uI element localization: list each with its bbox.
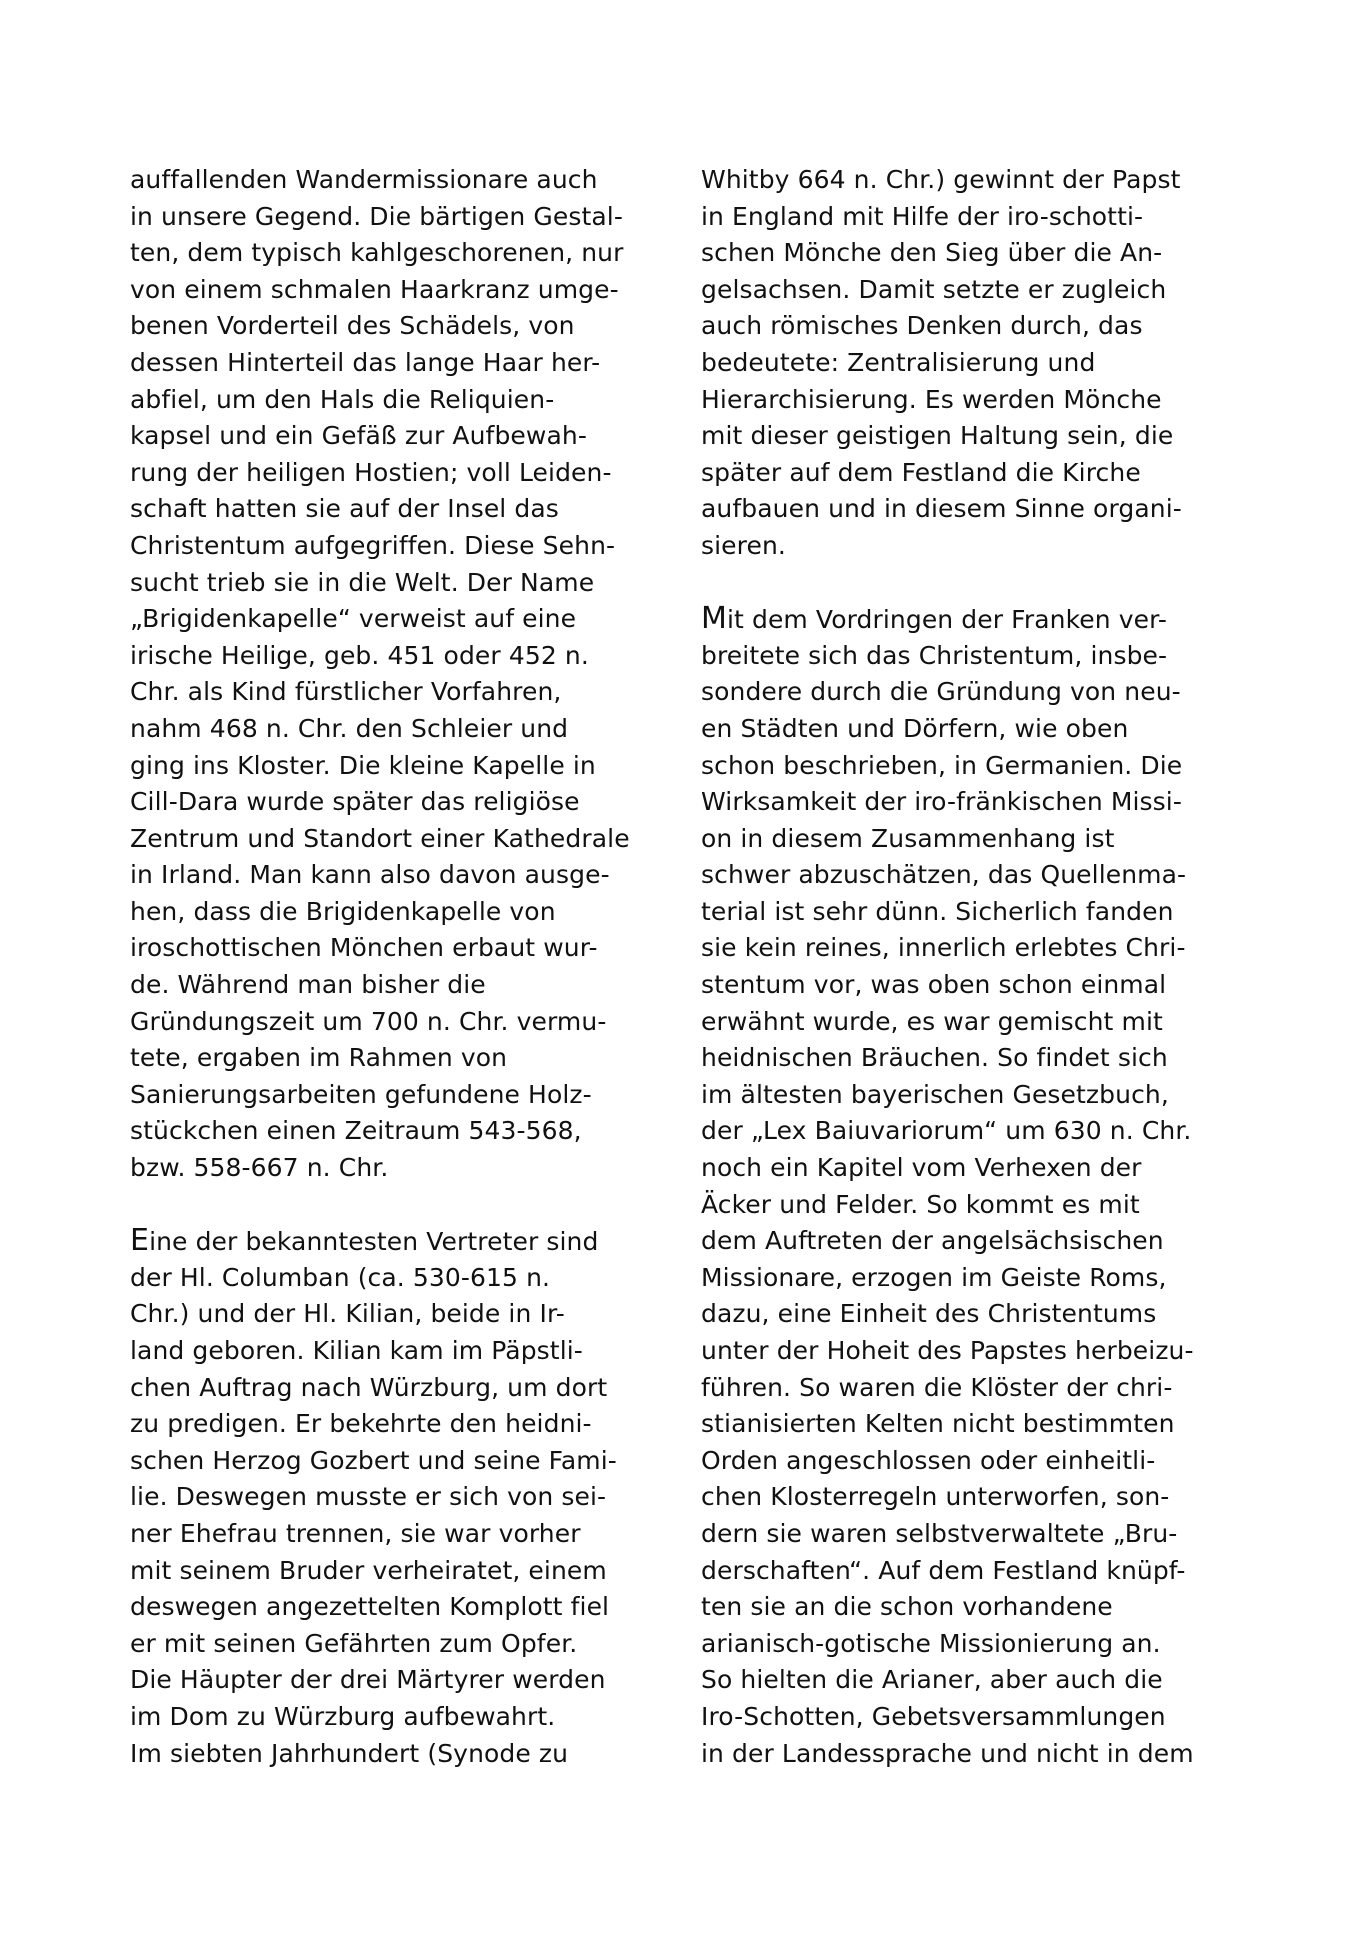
text-line: zu predigen. Er bekehrte den heidni- [130,1409,592,1439]
paragraph-first-line [701,601,1221,638]
text-line: sucht trieb sie in die Welt. Der Name [130,567,595,597]
text-line: gelsachsen. Damit setzte er zugleich [701,274,1167,304]
text-line: on in diesem Zusammenhang ist [701,823,1115,853]
text-line: sondere durch die Gründung von neu- [701,677,1181,707]
text-line: Orden angeschlossen oder einheitli- [701,1445,1156,1475]
text-line: sieren. [701,530,786,560]
text-line: benen Vorderteil des Schädels, von [130,311,575,341]
text-line: Gründungszeit um 700 n. Chr. vermu- [130,1006,607,1036]
text-line: deswegen angezettelten Komplott fiel [130,1592,610,1622]
text-line: So hielten die Arianer, aber auch die [701,1665,1163,1695]
left-paragraph-2 [130,1223,650,1772]
text-line: Die Häupter der drei Märtyrer werden [130,1665,606,1695]
text-line: in England mit Hilfe der iro-schotti- [701,201,1144,231]
text-line: Sanierungsarbeiten gefundene Holz- [130,1079,592,1109]
text-line: irische Heilige, geb. 451 oder 452 n. [130,640,589,670]
text-line: unter der Hoheit des Papstes herbeizu- [701,1336,1194,1365]
text-line: erwähnt wurde, es war gemischt mit [701,1006,1163,1036]
text-line: „Brigidenkapelle“ verweist auf eine [130,604,577,634]
paragraph-gap [130,1187,650,1224]
text-line: stückchen einen Zeitraum 543-568, [130,1116,582,1146]
text-line: führen. So waren die Klöster der chri- [701,1372,1173,1402]
text-line: abfiel, um den Hals die Reliquien- [130,384,555,414]
text-line: nahm 468 n. Chr. den Schleier und [130,713,569,743]
text-line: aufbauen und in diesem Sinne organi- [701,494,1182,524]
text-line: der Hl. Columban (ca. 530-615 n. [130,1262,551,1292]
text-line: breitete sich das Christentum, insbe- [701,640,1168,670]
text-line: Missionare, erzogen im Geiste Roms, [701,1262,1167,1292]
text-line: Iro-Schotten, Gebetsversammlungen [701,1701,1166,1731]
text-line: schen Mönche den Sieg über die An- [701,238,1163,268]
text-line: stianisierten Kelten nicht bestimmten [701,1409,1175,1439]
text-line: ner Ehefrau trennen, sie war vorher [130,1518,581,1548]
text-line: Cill-Dara wurde später das religiöse [130,787,580,817]
text-line: ten, dem typisch kahlgeschorenen, nur [130,238,624,268]
text-line: schaft hatten sie auf der Insel das [130,494,559,524]
text-line: iroschottischen Mönchen erbaut wur- [130,933,598,963]
text-line: chen Klosterregeln unterworfen, son- [701,1482,1170,1512]
text-line: bedeutete: Zentralisierung und [701,347,1096,377]
left-paragraph-2-lines [130,1260,650,1772]
right-paragraph-1 [701,162,1221,565]
text-line: mit dieser geistigen Haltung sein, die [701,421,1174,451]
text-line: Hierarchisierung. Es werden Mönche [701,384,1162,414]
text-line: lie. Deswegen musste er sich von sei- [130,1482,607,1512]
paragraph-gap [701,565,1221,602]
text-line: Chr. als Kind fürstlicher Vorfahren, [130,677,562,707]
paragraph-initial: M [701,601,727,637]
text-line: hen, dass die Brigidenkapelle von [130,896,556,926]
text-line: dazu, eine Einheit des Christentums [701,1299,1157,1329]
text-line: Whitby 664 n. Chr.) gewinnt der Papst [701,165,1181,194]
text-line: schwer abzuschätzen, das Quellenma- [701,860,1187,890]
text-line: im Dom zu Würzburg aufbewahrt. [130,1701,556,1731]
text-line: schon beschrieben, in Germanien. Die [701,750,1183,780]
text-line: der „Lex Baiuvariorum“ um 630 n. Chr. [701,1116,1192,1146]
paragraph-first-line [130,1223,650,1260]
left-column [130,162,650,1772]
text-line: sie kein reines, innerlich erlebtes Chri- [701,933,1186,963]
text-line: Chr.) und der Hl. Kilian, beide in Ir- [130,1299,565,1329]
right-paragraph-2-lines [701,638,1221,1772]
text-line: rung der heiligen Hostien; voll Leiden- [130,457,612,487]
text-line: dessen Hinterteil das lange Haar her- [130,347,601,377]
text-line: Christentum aufgegriffen. Diese Sehn- [130,530,616,560]
text-line: arianisch-gotische Missionierung an. [701,1628,1161,1658]
text-line: bzw. 558-667 n. Chr. [130,1153,389,1183]
right-column [701,162,1221,1772]
text-line: en Städten und Dörfern, wie oben [701,713,1129,743]
text-line: mit seinem Bruder verheiratet, einem [130,1555,607,1585]
text-line: dern sie waren selbstverwaltete „Bru- [701,1518,1178,1548]
text-line: ten sie an die schon vorhandene [701,1592,1113,1622]
text-line: schen Herzog Gozbert und seine Fami- [130,1445,617,1475]
text-line: dem Auftreten der angelsächsischen [701,1226,1164,1256]
text-line: Im siebten Jahrhundert (Synode zu [130,1738,569,1768]
text-line: Wirksamkeit der iro-fränkischen Missi- [701,787,1182,817]
text-line: de. Während man bisher die [130,970,486,1000]
paragraph-first-line-rest: ine der bekanntesten Vertreter sind [149,1227,599,1257]
text-line: er mit seinen Gefährten zum Opfer. [130,1628,578,1658]
text-line: Zentrum und Standort einer Kathedrale [130,823,630,853]
text-line: auffallenden Wandermissionare auch [130,165,598,194]
text-line: in unsere Gegend. Die bärtigen Gestal- [130,201,623,231]
text-line: land geboren. Kilian kam im Päpstli- [130,1336,583,1365]
text-line: heidnischen Bräuchen. So findet sich [701,1043,1168,1073]
paragraph-first-line-rest: it dem Vordringen der Franken ver- [726,605,1168,635]
text-line: noch ein Kapitel vom Verhexen der [701,1153,1142,1183]
text-line: derschaften“. Auf dem Festland knüpf- [701,1555,1186,1585]
text-line: terial ist sehr dünn. Sicherlich fanden [701,896,1174,926]
text-line: chen Auftrag nach Würzburg, um dort [130,1372,608,1402]
right-paragraph-2 [701,601,1221,1772]
left-paragraph-1 [130,162,650,1187]
text-line: Äcker und Felder. So kommt es mit [701,1189,1140,1219]
text-line: stentum vor, was oben schon einmal [701,970,1167,1000]
text-line: im ältesten bayerischen Gesetzbuch, [701,1079,1169,1109]
text-line: ging ins Kloster. Die kleine Kapelle in [130,750,596,780]
text-line: später auf dem Festland die Kirche [701,457,1141,487]
text-line: von einem schmalen Haarkranz umge- [130,274,619,304]
text-line: in der Landessprache und nicht in dem [701,1738,1194,1768]
text-line: tete, ergaben im Rahmen von [130,1043,508,1073]
paragraph-initial: E [130,1223,150,1259]
text-line: kapsel und ein Gefäß zur Aufbewah- [130,421,587,451]
text-line: in Irland. Man kann also davon ausge- [130,860,610,890]
text-line: auch römisches Denken durch, das [701,311,1143,341]
